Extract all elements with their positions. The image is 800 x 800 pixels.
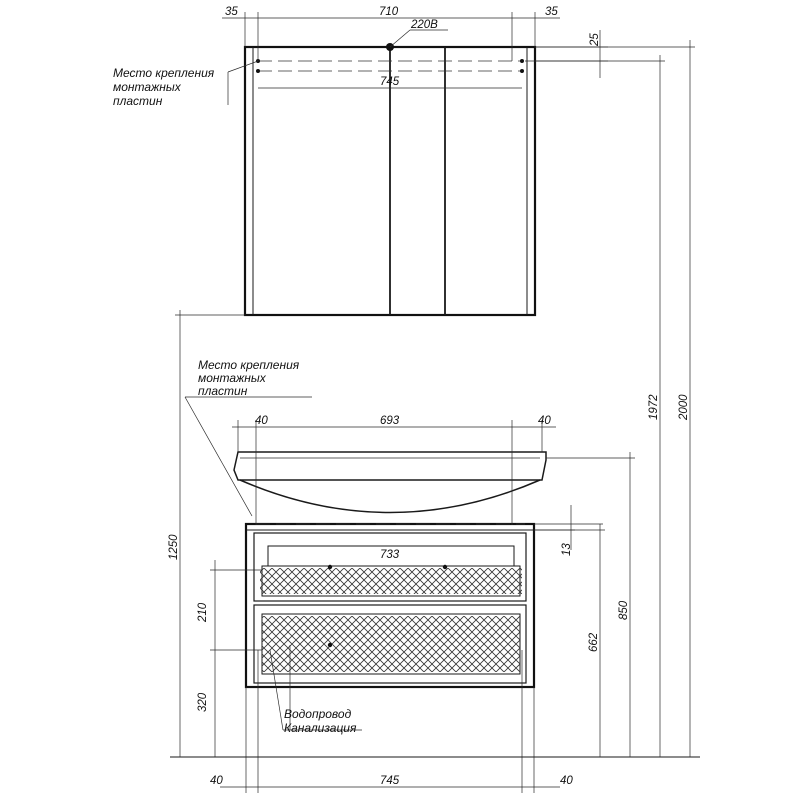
dim-top-left: 35 — [225, 6, 238, 18]
dim-bottom-right: 40 — [560, 775, 573, 787]
height-overall: 2000 — [678, 394, 690, 420]
dim-inner-width: 733 — [380, 549, 400, 561]
power-label: 220В — [411, 19, 438, 31]
height-vanity: 1250 — [168, 534, 180, 560]
drawer-bottom-hatch — [262, 616, 520, 672]
vanity-unit — [185, 358, 603, 793]
basin-bowl — [240, 480, 540, 513]
height-mid: 662 — [588, 632, 600, 652]
vanity-mount-note-1: Место крепления — [198, 358, 300, 372]
dim-top-right: 35 — [545, 6, 558, 18]
mirror-cabinet — [113, 6, 608, 315]
dim-top-width: 710 — [379, 6, 399, 18]
dim-mount-height: 25 — [589, 33, 601, 46]
dim-basin-right: 40 — [538, 415, 551, 427]
mirror-mount-note-1: Место крепления — [113, 66, 215, 80]
dim-bottom-left: 40 — [210, 775, 223, 787]
dim-basin-left: 40 — [255, 415, 268, 427]
drawer-top-hatch — [260, 568, 522, 594]
mirror-mount-note-2: монтажных — [113, 80, 181, 94]
vanity-mount-note-3: пластин — [198, 384, 248, 398]
dim-floor: 320 — [197, 692, 209, 712]
utility-note-sewer: Канализация — [284, 721, 357, 735]
utility-note-water: Водопровод — [284, 707, 352, 721]
dim-bottom-width: 745 — [380, 775, 400, 787]
dim-gap: 13 — [561, 543, 573, 556]
dim-mount-span: 745 — [380, 76, 400, 88]
height-counter: 850 — [618, 600, 630, 620]
vanity-mount-note-2: монтажных — [198, 371, 266, 385]
basin-top — [234, 452, 546, 480]
mirror-mount-note-3: пластин — [113, 94, 163, 108]
dim-basin-width: 693 — [380, 415, 400, 427]
dim-drawer: 210 — [197, 602, 209, 622]
height-cabinet-top: 1972 — [648, 394, 660, 420]
